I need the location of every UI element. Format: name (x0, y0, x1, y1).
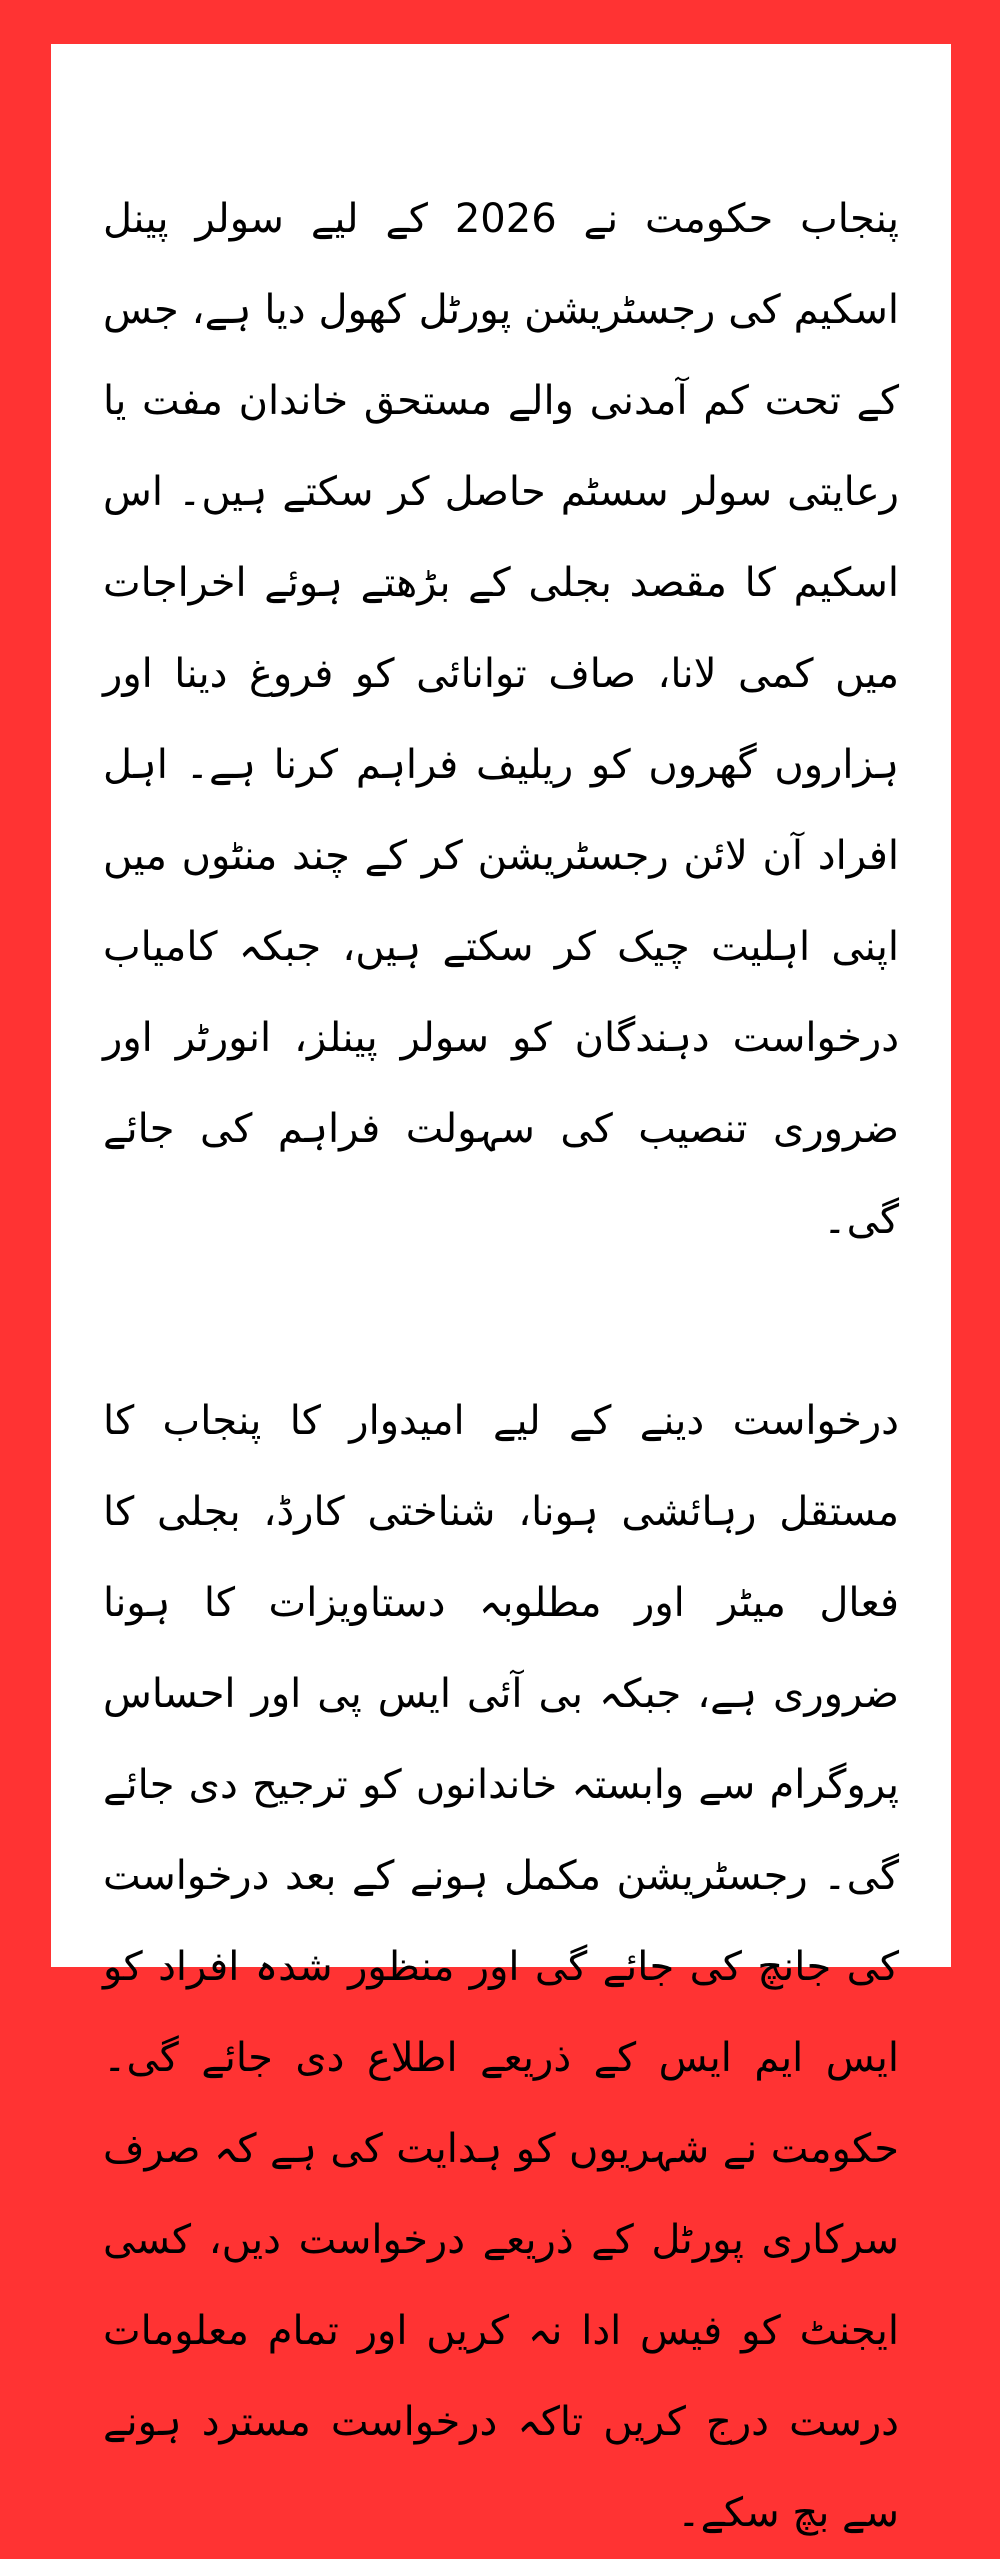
paragraph-eligibility-instructions: درخواست دینے کے لیے امیدوار کا پنجاب کا مستقل رہائشی ہونا، شناختی کارڈ، بجلی کا فعال میٹر اور مطلوبہ دستاویزات کا ہونا ضروری ہے، جبکہ بی آئی ایس پی اور احساس پروگرام سے وابستہ خاندانوں کو ترجیح دی جائے گی۔ رجسٹریشن مکمل ہونے کے بعد درخواست کی جانچ کی جائے گی اور منظور شدہ افراد کو ایس ایم ایس کے ذریعے اطلاع دی جائے گی۔ حکومت نے شہریوں کو ہدایت کی ہے کہ صرف سرکاری پورٹل کے ذریعے درخواست دیں، کسی ایجنٹ کو فیس ادا نہ کریں اور تمام معلومات درست درج کریں تاکہ درخواست مسترد ہونے سے بچ سکے۔ (103, 1398, 899, 2536)
paragraph-solar-scheme-intro: پنجاب حکومت نے 2026 کے لیے سولر پینل اسکیم کی رجسٹریشن پورٹل کھول دیا ہے، جس کے تحت کم آمدنی والے مستحق خاندان مفت یا رعایتی سولر سسٹم حاصل کر سکتے ہیں۔ اس اسکیم کا مقصد بجلی کے بڑھتے ہوئے اخراجات میں کمی لانا، صاف توانائی کو فروغ دینا اور ہزاروں گھروں کو ریلیف فراہم کرنا ہے۔ اہل افراد آن لائن رجسٹریشن کر کے چند منٹوں میں اپنی اہلیت چیک کر سکتے ہیں، جبکہ کامیاب درخواست دہندگان کو سولر پینلز، انورٹر اور ضروری تنصیب کی سہولت فراہم کی جائے گی۔ (103, 196, 900, 1243)
document-page (51, 44, 951, 2536)
